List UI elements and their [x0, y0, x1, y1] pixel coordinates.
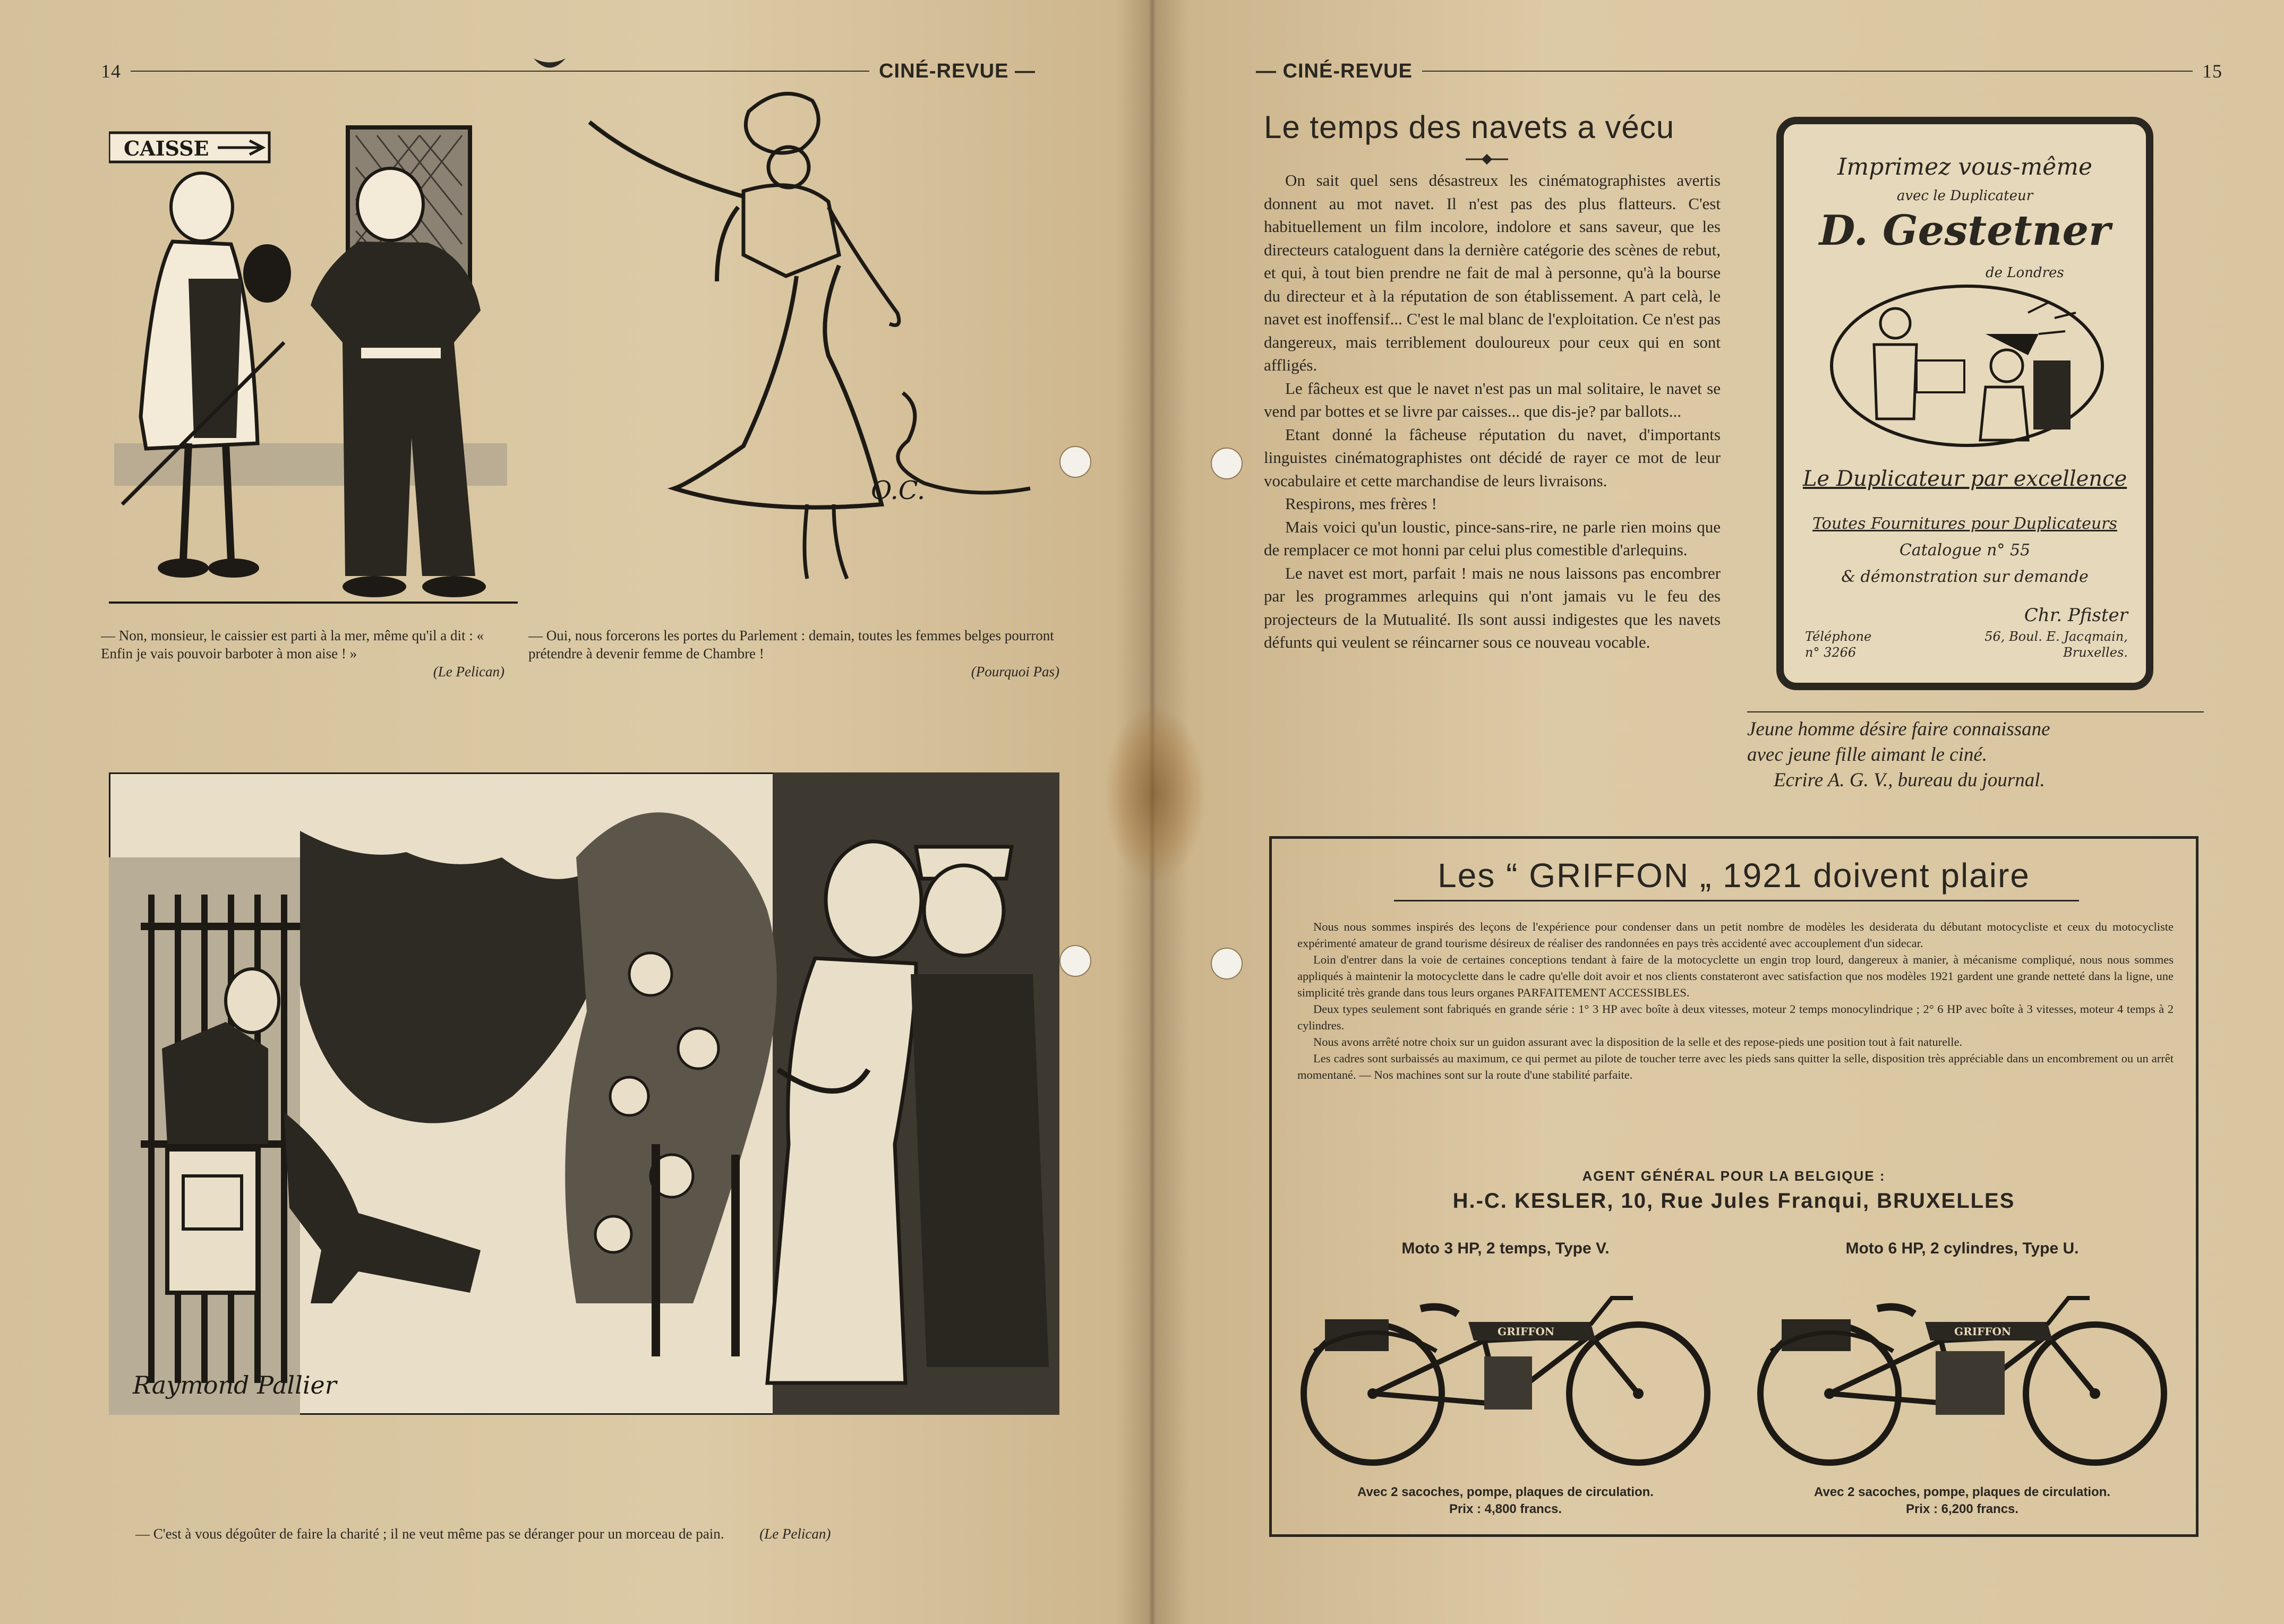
- ornament-icon: [531, 53, 568, 74]
- classified-line1: Jeune homme désire faire connaissane: [1747, 718, 2050, 740]
- moto2-column: [1750, 1240, 2175, 1516]
- binding-hole: [1211, 448, 1243, 479]
- article-title: Le temps des navets a vécu: [1264, 109, 1675, 145]
- classified-line3: Ecrire A. G. V., bureau du journal.: [1774, 769, 2045, 791]
- griffon-motorcycle-ad: [1269, 836, 2199, 1537]
- cartoon1-caption-text: — Non, monsieur, le caissier est parti à la mer, même qu'il a dit : « Enfin je vais pouvoir barboter à mon aise ! »: [101, 628, 484, 661]
- svg-text:O.C.: O.C.: [871, 476, 926, 505]
- cartoon3-caption-text: — C'est à vous dégoûter de faire la charité ; il ne veut même pas se déranger pour un morceau de pain.: [135, 1526, 724, 1542]
- griffon-body: [1297, 918, 2174, 1083]
- left-header-title: CINÉ-REVUE —: [879, 59, 1036, 82]
- binding-hole: [1211, 948, 1243, 979]
- right-page-number: 15: [2202, 61, 2222, 82]
- moto1-title: Moto 3 HP, 2 temps, Type V.: [1401, 1240, 1610, 1257]
- cartoon2-caption-text: — Oui, nous forcerons les portes du Parlement : demain, toutes les femmes belges pourront prétendre à devenir femme de Chambre !: [528, 628, 1054, 661]
- gestetner-line4: Toutes Fournitures pour Duplicateurs: [1812, 514, 2117, 533]
- griffon-agent-address: H.-C. KESLER, 10, Rue Jules Franqui, BRUXELLES: [1452, 1189, 2015, 1213]
- article-paragraph: Le fâcheux est que le navet n'est pas un mal solitaire, le navet se vend par bottes et se livre par caisses... que dis-je? par ballots...: [1264, 379, 1721, 420]
- article-paragraph: Respirons, mes frères !: [1285, 494, 1437, 513]
- header-rule: [1422, 71, 2193, 72]
- moto2-caption-block: [1750, 1484, 2175, 1518]
- gestetner-line5: Catalogue n° 55: [1899, 541, 2031, 560]
- binding-hole: [1059, 446, 1091, 478]
- ad-divider: [1747, 711, 2204, 712]
- cartoon3-caption: [135, 1525, 1022, 1543]
- gestetner-city: Bruxelles.: [2063, 645, 2128, 660]
- gestetner-line1: Imprimez vous-même: [1837, 153, 2092, 181]
- griffon-paragraph: Nous avons arrêté notre choix sur un guidon assurant avec la disposition de la selle et des repose-pieds une position tout à fait naturelle.: [1313, 1035, 1963, 1049]
- motorcycle-6hp-illustration: [1750, 1277, 2175, 1479]
- cartoon-charity-scene-illustration: [109, 772, 1059, 1415]
- moto2-caption: Avec 2 sacoches, pompe, plaques de circulation.: [1814, 1485, 2110, 1499]
- divider-ornament-icon: [1466, 154, 1508, 165]
- cashier-sign-text: CAISSE: [124, 136, 209, 160]
- paper-stain: [1105, 706, 1205, 881]
- cartoon2-source: (Pourquoi Pas): [971, 664, 1059, 680]
- moto1-caption: Avec 2 sacoches, pompe, plaques de circulation.: [1357, 1485, 1654, 1499]
- binding-hole: [1059, 945, 1091, 977]
- gestetner-line3: de Londres: [1986, 265, 2064, 281]
- gestetner-line6: & démonstration sur demande: [1841, 568, 2089, 586]
- gestetner-phone-number: n° 3266: [1805, 645, 1857, 660]
- article-paragraph: Etant donné la fâcheuse réputation du navet, d'importants linguistes cinématographistes ont décidé de rayer ce mot de leur vocabulaire et cette marchandise de leurs livraisons.: [1264, 425, 1721, 490]
- gestetner-brand: D. Gestetner: [1819, 207, 2111, 255]
- cartoon3-source: (Le Pelican): [759, 1526, 831, 1542]
- gestetner-line2: avec le Duplicateur: [1896, 188, 2033, 204]
- header-rule: [131, 71, 869, 72]
- moto1-column: [1293, 1240, 1718, 1516]
- moto2-title: Moto 6 HP, 2 cylindres, Type U.: [1845, 1240, 2079, 1257]
- griffon-paragraph: Deux types seulement sont fabriqués en grande série : 1° 3 HP avec boîte à deux vitesses, moteur 2 temps monocylindrique ; 2° 6 HP avec boîte à 3 vitesses, moteur 4 temps à 2 cylindres.: [1297, 1002, 2174, 1032]
- article-paragraph: Le navet est mort, parfait ! mais ne nous laissons pas encombrer par les programmes arlequins qui n'ont jamais vu le feu des projecteurs de la Mutualité. Ils sont aussi indigestes que les navets défunts qui veulent se réincarner sous ce nouveau vocable.: [1264, 563, 1721, 651]
- moto1-tank-brand: GRIFFON: [1498, 1325, 1555, 1338]
- motorcycle-3hp-illustration: [1293, 1277, 1718, 1479]
- gestetner-slogan: Le Duplicateur par excellence: [1802, 467, 2127, 491]
- cartoon2-caption: [528, 626, 1059, 681]
- cartoon3-signature: Raymond Pallier: [133, 1371, 337, 1399]
- griffon-title-rule: [1394, 900, 2079, 901]
- gestetner-address-block: [1784, 629, 2128, 660]
- personal-classified-ad: [1747, 717, 2204, 793]
- article-paragraph: Mais voici qu'un loustic, pince-sans-rire, ne parle rien moins que de remplacer ce mot honni par celui plus comestible d'arlequins.: [1264, 517, 1721, 559]
- right-page-header: [1256, 59, 2222, 83]
- article-paragraph: On sait quel sens désastreux les cinématographistes avertis donnent au mot navet. Il n'est pas des plus flatteurs. C'est habituellement un film incolore, indolore et sans saveur, que les directeurs cataloguent dans la dernière catégorie des scènes de rebut, et qui, à tout bien prendre ne fait de mal à personne, qu'à la bourse du directeur et à la réputation de son établissement. A part celà, le navet est inoffensif... C'est le mal blanc de l'exploitation. Ce n'est pas dangereux, mais terriblement douloureux pour ceux qui en sont affligés.: [1264, 171, 1721, 374]
- griffon-title: Les “ GRIFFON „ 1921 doivent plaire: [1438, 856, 2030, 895]
- moto2-price: Prix : 6,200 francs.: [1905, 1502, 2019, 1516]
- cartoon1-source: (Le Pelican): [433, 664, 504, 680]
- cartoon-cashier-illustration: [109, 119, 518, 605]
- classified-line2: avec jeune fille aimant le ciné.: [1747, 744, 1988, 766]
- griffon-paragraph: Loin d'entrer dans la voie de certaines conceptions tendant à faire de la motocyclette un engin trop lourd, dangereux à manier, à mécanisme compliqué, nous nous sommes appliqués à maintenir la motocyclette dans le cadre qu'elle doit avoir et nos clients constateront avec satisfaction que nos modèles 1921 gardent une grande netteté dans la ligne, une simplicité très grande dans tous leurs organes PARFAITEMENT ACCESSIBLES.: [1297, 953, 2174, 999]
- griffon-paragraph: Les cadres sont surbaissés au maximum, ce qui permet au pilote de toucher terre avec les pieds sans quitter la selle, disposition très appréciable dans un encombrement ou un arrêt momentané. — Nos machines sont sur la route d'une stabilité parfaite.: [1297, 1052, 2174, 1081]
- gestetner-address: 56, Boul. E. Jacqmain,: [1984, 629, 2128, 644]
- griffon-paragraph: Nous nous sommes inspirés des leçons de l'expérience pour condenser dans un petit nombre de modèles les desiderata du débutant motocycliste et ceux du motocycliste expérimenté amateur de grand tourisme désireux de réaliser des randonnées en pays très accidenté avec accouplement d'un sidecar.: [1297, 920, 2174, 950]
- article-body: [1264, 169, 1721, 654]
- cartoon-parliament-woman-illustration: [584, 80, 1062, 605]
- moto2-tank-brand: GRIFFON: [1954, 1325, 2012, 1338]
- duplicator-illustration: [1826, 281, 2108, 451]
- moto1-caption-block: [1293, 1484, 1718, 1518]
- gestetner-agent: Chr. Pfister: [2024, 605, 2128, 626]
- gestetner-phone-label: Téléphone: [1805, 629, 1872, 644]
- left-page-number: 14: [101, 61, 121, 82]
- cartoon1-caption: [101, 626, 504, 681]
- right-header-title: — CINÉ-REVUE: [1256, 59, 1413, 82]
- gestetner-ad: [1776, 117, 2153, 690]
- moto1-price: Prix : 4,800 francs.: [1449, 1502, 1562, 1516]
- griffon-agent-label: AGENT GÉNÉRAL POUR LA BELGIQUE :: [1582, 1168, 1886, 1184]
